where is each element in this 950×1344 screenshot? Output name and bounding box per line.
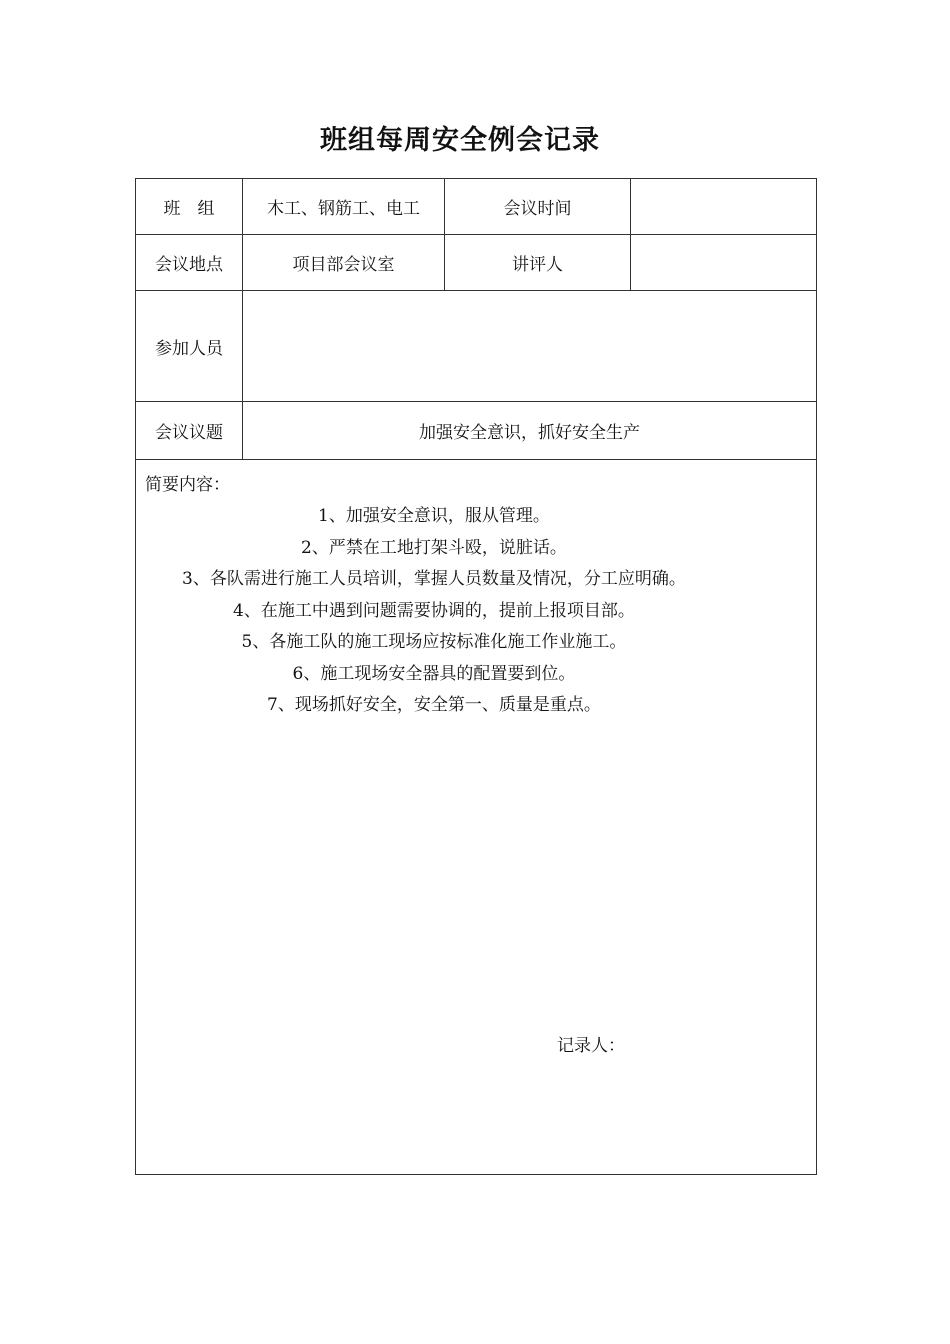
document-title: 班组每周安全例会记录	[320, 125, 600, 156]
attendees-label: 参加人员	[136, 291, 243, 402]
team-row	[136, 179, 817, 235]
location-label: 会议地点	[136, 235, 243, 291]
list-item: 7、现场抓好安全，安全第一、质量是重点。	[267, 695, 601, 715]
summary-list	[182, 501, 686, 722]
reviewer-value	[631, 235, 817, 291]
location-value: 项目部会议室	[243, 235, 445, 291]
topic-row	[136, 402, 817, 460]
list-item: 5、各施工队的施工现场应按标准化施工作业施工。	[241, 632, 627, 652]
meeting-record-table	[135, 178, 817, 1175]
attendees-row	[136, 291, 817, 402]
topic-value: 加强安全意识，抓好安全生产	[243, 402, 817, 460]
list-item: 1、加强安全意识，服从管理。	[318, 506, 550, 526]
team-label: 班 组	[136, 179, 243, 235]
reviewer-label: 讲评人	[445, 235, 631, 291]
summary-cell	[136, 460, 817, 1175]
meeting-time-value	[631, 179, 817, 235]
attendees-value	[243, 291, 817, 402]
summary-heading: 简要内容：	[145, 475, 230, 495]
list-item: 3、各队需进行施工人员培训，掌握人员数量及情况，分工应明确。	[182, 569, 686, 589]
team-value: 木工、钢筋工、电工	[243, 179, 445, 235]
recorder-label: 记录人：	[557, 1036, 625, 1056]
list-item: 6、施工现场安全器具的配置要到位。	[292, 663, 576, 684]
location-row	[136, 235, 817, 291]
list-item: 2、严禁在工地打架斗殴，说脏话。	[301, 537, 567, 558]
meeting-time-label: 会议时间	[445, 179, 631, 235]
summary-row	[136, 460, 817, 1175]
list-item: 4、在施工中遇到问题需要协调的，提前上报项目部。	[233, 600, 635, 621]
topic-label: 会议议题	[136, 402, 243, 460]
